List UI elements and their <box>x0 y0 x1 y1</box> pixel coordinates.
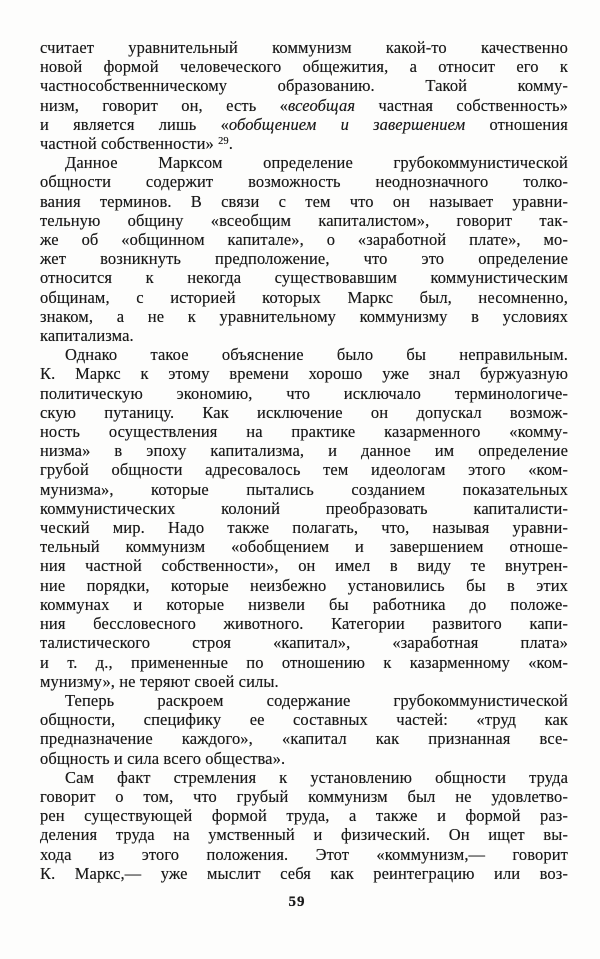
text-line <box>40 537 568 556</box>
text-line <box>40 230 568 249</box>
text-line <box>40 115 568 134</box>
text-line <box>40 672 568 691</box>
text-segment: коммунистических колоний преобразовать капиталисти- <box>40 498 568 518</box>
text-segment: и т. д., примененные по отношению к казарменному «ком- <box>40 652 568 672</box>
text-segment: частная собственность» <box>355 95 568 115</box>
text-segment: новой формой человеческого общежития, а относит его к <box>40 57 568 77</box>
text-line <box>40 614 568 633</box>
emphasized-text: всеобщая <box>288 95 356 115</box>
text-segment: Теперь раскроем содержание грубокоммунистической <box>65 690 568 710</box>
text-segment: вания терминов. В связи с тем что он называет уравни- <box>40 191 568 211</box>
text-line <box>40 288 568 307</box>
text-line <box>40 307 568 326</box>
text-line <box>40 653 568 672</box>
text-line <box>40 345 568 364</box>
text-segment: деления труда на умственный и физический. Он ищет вы- <box>40 825 568 845</box>
text-line <box>40 825 568 844</box>
text-segment: капитализма. <box>40 326 134 346</box>
text-line <box>40 633 568 652</box>
text-line <box>40 192 568 211</box>
text-segment: говорит о том, что грубый коммунизм был не удовлетво- <box>40 786 568 806</box>
text-segment: относится к некогда существовавшим коммунистическим <box>40 268 568 288</box>
text-segment: хода из этого положения. Этот «коммунизм,— говорит <box>40 844 568 864</box>
text-line <box>40 441 568 460</box>
text-line <box>40 57 568 76</box>
text-segment: ния бессловесного животного. Категории развитого капи- <box>40 614 568 634</box>
text-line <box>40 96 568 115</box>
text-segment: Данное Марксом определение грубокоммунистической <box>65 153 568 173</box>
text-line <box>40 480 568 499</box>
text-segment: мунизму», не теряют своей силы. <box>40 671 279 691</box>
text-line <box>40 845 568 864</box>
text-segment: ния частной собственности», он имел в виду те внутрен- <box>40 556 568 576</box>
text-line <box>40 76 568 95</box>
text-line <box>40 134 568 153</box>
text-segment: общинам, с историей которых Маркс был, несомненно, <box>40 287 568 307</box>
text-line <box>40 518 568 537</box>
text-segment: тельную общину «всеобщим капиталистом», говорит так- <box>40 210 568 230</box>
text-segment: отношения <box>465 114 568 134</box>
text-segment: Однако такое объяснение было бы неправильным. <box>65 345 568 365</box>
text-line <box>40 38 568 57</box>
text-segment: тельный коммунизм «обобщением и завершением отноше- <box>40 537 568 557</box>
text-line <box>40 364 568 383</box>
text-segment: считает уравнительный коммунизм какой-то качественно <box>40 38 568 57</box>
text-segment: низм, говорит он, есть « <box>40 95 289 115</box>
text-line <box>40 326 568 345</box>
text-line <box>40 595 568 614</box>
text-segment: и является лишь « <box>40 114 229 134</box>
text-line <box>40 172 568 191</box>
text-line <box>40 499 568 518</box>
text-segment: общности, специфику ее составных частей: «труд как <box>40 710 568 730</box>
text-line <box>40 403 568 422</box>
text-line <box>40 806 568 825</box>
text-line <box>40 460 568 479</box>
text-segment: ние порядки, которые неизбежно установились бы в этих <box>40 575 568 595</box>
text-line <box>40 153 568 172</box>
text-segment: жет возникнуть предположение, что это определение <box>40 249 568 269</box>
text-segment: скую путаницу. Как исключение он допускал возмож- <box>40 402 568 422</box>
text-segment: же об «общинном капитале», о «заработной плате», мо- <box>40 230 568 250</box>
text-block <box>40 38 568 883</box>
text-segment: частной собственности» <box>40 134 219 154</box>
emphasized-text: обобщением и завершением <box>228 114 466 134</box>
text-segment: коммунах и которые низвели бы работника до положе- <box>40 594 568 614</box>
text-segment: предназначение каждого», «капитал как признанная все- <box>40 729 568 749</box>
text-line <box>40 787 568 806</box>
text-segment: низма» в эпоху капитализма, и данное им определение <box>40 441 568 461</box>
text-line <box>40 211 568 230</box>
text-line <box>40 556 568 575</box>
text-line <box>40 422 568 441</box>
text-segment: общность и сила всего общества». <box>40 748 286 768</box>
text-line <box>40 384 568 403</box>
text-line <box>40 576 568 595</box>
text-segment: К. Маркс к этому времени хорошо уже знал буржуазную <box>40 364 568 384</box>
text-line <box>40 249 568 268</box>
page-number: 59 <box>288 894 306 910</box>
text-line <box>40 749 568 768</box>
text-segment: талистического строя «капитал», «заработная плата» <box>40 633 568 653</box>
text-segment: рен существующей формой труда, а также и формой раз- <box>40 806 568 826</box>
text-segment: мунизма», которые пытались созданием показательных <box>40 479 568 499</box>
text-segment: . <box>228 134 234 154</box>
text-line <box>40 729 568 748</box>
text-segment: ческий мир. Надо также полагать, что, называя уравни- <box>40 518 568 538</box>
text-line <box>40 268 568 287</box>
text-segment: Сам факт стремления к установлению общности труда <box>65 767 568 787</box>
text-segment: частнособственническому образованию. Такой комму- <box>40 76 568 96</box>
footnote-reference: 29 <box>218 135 229 147</box>
text-line <box>40 710 568 729</box>
text-segment: политическую экономию, что исключало терминологиче- <box>40 383 568 403</box>
text-segment: знаком, а не к уравнительному коммунизму в условиях <box>40 306 568 326</box>
text-segment: ность осуществления на практике казарменного «комму- <box>40 422 568 442</box>
text-segment: К. Маркс,— уже мыслит себя как реинтеграцию или воз- <box>40 863 568 883</box>
text-segment: грубой общности адресовалось тем идеологам этого «ком- <box>40 460 568 480</box>
text-line <box>40 691 568 710</box>
text-segment: общности содержит возможность неоднозначного толко- <box>40 172 568 192</box>
text-line <box>40 768 568 787</box>
text-line <box>40 864 568 883</box>
